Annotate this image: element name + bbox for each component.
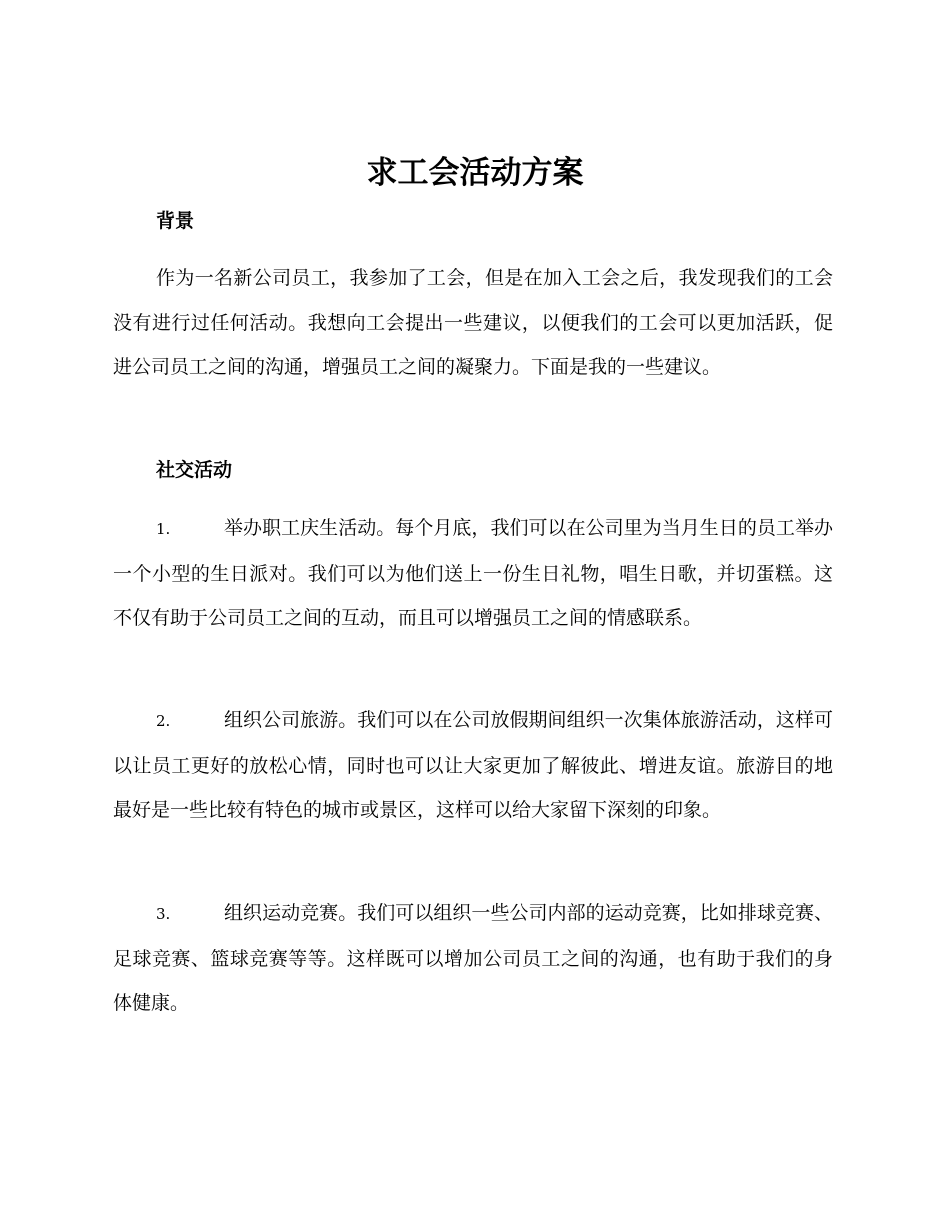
section-heading-background: 背景: [156, 210, 195, 232]
list-item-number: 1.: [156, 520, 171, 538]
document-title: 求工会活动方案: [366, 155, 584, 191]
section-heading-social-activities: 社交活动: [156, 459, 233, 481]
list-item-text: 组织公司旅游。我们可以在公司放假期间组织一次集体旅游活动，这样可以让员工更好的放松心情，同时也可以让大家更加了解彼此、增进友谊。旅游目的地最好是一些比较有特色的城市或景区，这样可以给大家留下深刻的印象。: [113, 709, 833, 821]
list-item-number: 2.: [156, 712, 171, 730]
list-item: [113, 891, 833, 1026]
list-item: [113, 506, 833, 641]
background-paragraph: 作为一名新公司员工，我参加了工会，但是在加入工会之后，我发现我们的工会没有进行过任何活动。我想向工会提出一些建议，以便我们的工会可以更加活跃，促进公司员工之间的沟通，增强员工之间的凝聚力。下面是我的一些建议。: [113, 267, 833, 378]
list-item: [113, 698, 833, 833]
list-item-text: 组织运动竞赛。我们可以组织一些公司内部的运动竞赛，比如排球竞赛、足球竞赛、篮球竞赛等等。这样既可以增加公司员工之间的沟通，也有助于我们的身体健康。: [113, 902, 833, 1014]
list-item-number: 3.: [156, 905, 171, 923]
list-item-text: 举办职工庆生活动。每个月底，我们可以在公司里为当月生日的员工举办一个小型的生日派对。我们可以为他们送上一份生日礼物，唱生日歌，并切蛋糕。这不仅有助于公司员工之间的互动，而且可以增强员工之间的情感联系。: [113, 517, 833, 629]
